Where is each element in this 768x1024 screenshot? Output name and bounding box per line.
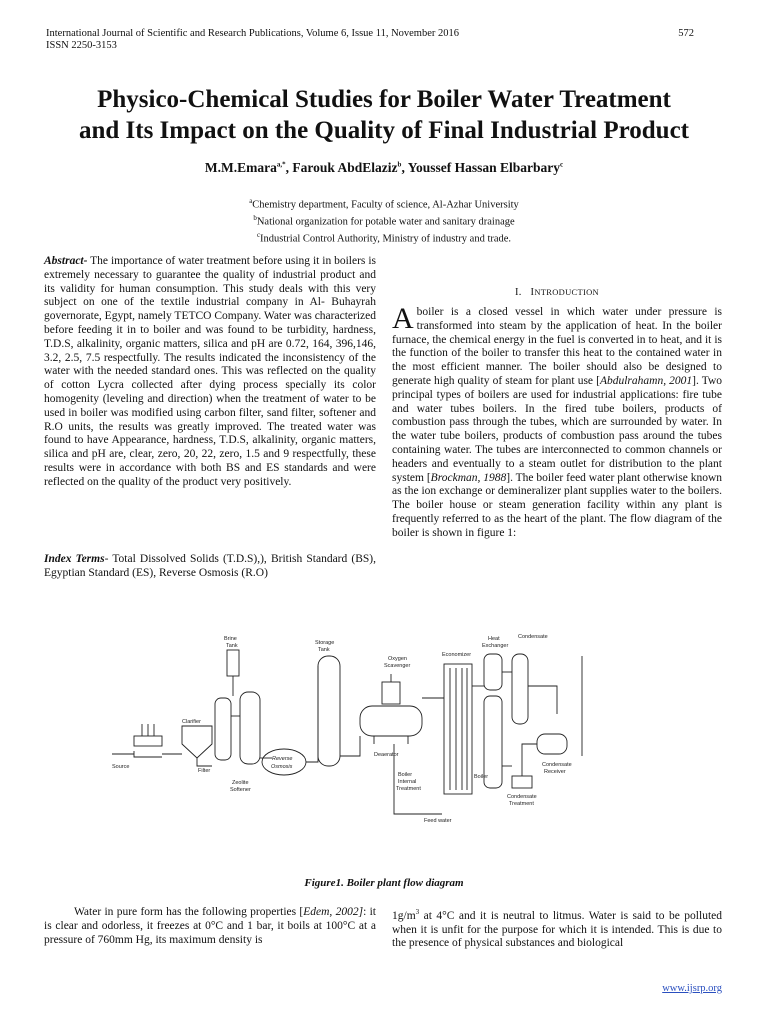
author-3: Youssef Hassan Elbarbary <box>407 160 560 175</box>
author-list: M.M.Emara$^{a,*}$, Farouk AbdElaziz$^b$, Youssef Hassan Elbarbary$^c$ <box>204 160 564 175</box>
label-oxygen: Oxygen <box>388 656 407 662</box>
body-right-text-1: 1g/m <box>392 909 416 922</box>
citation-2: Brockman, 1988 <box>430 471 507 484</box>
affiliation-a <box>0 195 768 212</box>
label-treatment: Treatment <box>396 786 421 792</box>
section-title-first: I <box>530 287 535 298</box>
label-internal: Internal <box>398 779 417 785</box>
label-scavenger: Scavenger <box>384 663 411 669</box>
author-2: Farouk AbdElaziz <box>292 160 398 175</box>
author-2-sup: b <box>397 160 402 169</box>
title-line-2: and Its Impact on the Quality of Final Industrial Product <box>78 117 690 144</box>
drop-cap: A <box>392 302 414 335</box>
body-left-text-1: Water in pure form has the following properties [ <box>74 906 304 918</box>
section-title-rest: NTRODUCTION <box>534 287 599 297</box>
figure-caption: Figure1. Boiler plant flow diagram <box>304 877 464 889</box>
label-reverse: Reverse <box>272 756 293 762</box>
intro-text-1: boiler is a closed vessel in which water under pressure is transformed into steam by the application of heat. In the boiler furnace, the chemical energy in the fuel is converted in to heat, and it is the function of the boiler to transfer this heat to the contained water in the most efficient manner. The boiler should also be designed to generate high quality of steam for plant use [ <box>392 306 722 387</box>
issn: ISSN 2250-3153 <box>46 40 117 51</box>
index-terms-label: Index Terms <box>44 553 105 565</box>
author-1: M.M.Emara <box>204 160 277 175</box>
citation-1: Abdulrahamn, 2001 <box>599 374 693 387</box>
introduction-paragraph <box>392 302 723 541</box>
label-softener: Softener <box>230 787 251 793</box>
journal-citation: International Journal of Scientific and Research Publications, Volume 6, Issue 11, November 2016 <box>46 28 460 39</box>
body-right-sup: 3 <box>415 908 420 916</box>
label-condensate-top: Condensate <box>518 634 548 640</box>
title-line-1: Physico-Chemical Studies for Boiler Water Treatment <box>97 86 671 113</box>
body-right-text-2: at 4°C and it is neutral to litmus. Water is said to be polluted when it is unfit for the purpose for which it is intended. This is due to the presence of physical substances and biological <box>392 909 722 950</box>
section-heading <box>392 287 722 298</box>
label-economizer: Economizer <box>442 652 472 658</box>
label-boiler-internal: Boiler <box>398 772 413 778</box>
running-header <box>46 28 459 52</box>
affiliation-c <box>0 229 768 246</box>
label-brine: Brine <box>224 636 237 642</box>
affiliation-c-sup: c <box>256 231 261 239</box>
label-zeolite: Zeolite <box>232 780 249 786</box>
label-condensate-treatment: Condensate <box>507 794 537 800</box>
body-paragraph-left <box>44 906 376 947</box>
label-boiler: Boiler <box>474 774 489 780</box>
index-terms <box>44 553 376 581</box>
author-3-sup: c <box>559 160 564 169</box>
abstract-text: The importance of water treatment before using it in boilers is extremely necessary to guarantee the quality of industrial product and its validity for human consumption. This study deals with this very subject on one of the textile industrial company in Al- Buhayrah governorate, Egypt, namely TETCO Company. Water was characterized before feeding it in to boiler and was found to be turbidity, hardness, T.D.S, alkalinity, organic matters, silica and pH are 0.72, 164, 396,146, 3.2, 2.5, 7.5 respectfully. The results indicated the inconsistency of the water with the needed standard ones. This was reflected on the quality of cotton Lycra collected after dying process specially its color homogenity (leveling and direction) when the treatment of water to be used in boiler was modified using carbon filter, sand filter, softener and R.O units, the results was greatly improved. The treated water was found to have Appearance, hardness, T.D.S, alkalinity, organic matters, silica and pH are, clear, zero, 20, 22, zero, 1.5 and 9 respectfully, these results were in accordance with both BS and ES standards and were reflected on the quality of the product very positively. <box>44 255 376 488</box>
abstract-label: Abstract- <box>44 255 88 267</box>
index-terms-text: - Total Dissolved Solids (T.D.S),), British Standard (BS), Egyptian Standard (ES), Reverse Osmosis (R.O) <box>44 553 376 579</box>
intro-text-2: ]. Two principal types of boilers are used for industrial applications: fire tube and water tubes boilers. In the fired tube boilers, products of combustion pass through the tubes, which are surrounded by water. In the water tube boilers, products of combustion pass around the tubes containing water. The tubes are interconnected to common channels or headers and eventually to a steam outlet for distribution to the plant system [ <box>392 374 723 484</box>
abstract <box>44 255 376 490</box>
journal-website-link[interactable]: www.ijsrp.org <box>662 983 722 994</box>
page-number: 572 <box>678 28 694 39</box>
intro-text-3: ]. The boiler feed water plant otherwise known as the ion exchange or demineralizer plant supplies water to the boilers. The boiler house or steam generation facility within any plant is frequently referred to as the heart of the plant. The flow diagram of the boiler is shown in figure 1: <box>392 471 723 539</box>
label-brine-tank: Tank <box>226 643 238 649</box>
label-source: Source <box>112 764 130 770</box>
label-condensate-receiver: Condensate <box>542 762 572 768</box>
label-storage-tank: Tank <box>318 647 330 653</box>
boiler-plant-flow-diagram <box>112 626 587 826</box>
citation-edem: Edem, 2002] <box>303 906 364 918</box>
label-feed-water: Feed water <box>424 818 452 824</box>
label-condensate-treatment-2: Treatment <box>509 801 534 807</box>
paper-title <box>30 84 738 146</box>
affiliation-b-text: National organization for potable water and sanitary drainage <box>256 216 515 228</box>
affiliation-b <box>0 212 768 229</box>
body-left-text-2: : it is clear and odorless, it freezes at 0°C and 1 bar, it boils at 100°C at a pressure of 760mm Hg, its maximum density is <box>44 906 376 946</box>
body-paragraph-right <box>392 906 722 951</box>
affiliation-a-text: Chemistry department, Faculty of science, Al-Azhar University <box>252 199 519 211</box>
author-1-sup: a,* <box>276 160 286 169</box>
label-deaerator: Deaerator <box>374 752 399 758</box>
label-osmosis: Osmosis <box>271 764 293 770</box>
affiliation-a-sup: a <box>249 197 253 205</box>
label-exchanger: Exchanger <box>482 643 509 649</box>
label-receiver: Receiver <box>544 769 566 775</box>
label-clarifier: Clarifier <box>182 719 201 725</box>
label-heat: Heat <box>488 636 500 642</box>
section-number: I. <box>515 287 522 298</box>
affiliation-c-text: Industrial Control Authority, Ministry of industry and trade. <box>260 233 512 245</box>
label-storage: Storage <box>315 640 335 646</box>
affiliations <box>0 195 768 246</box>
affiliation-b-sup: b <box>253 214 257 222</box>
label-filter: Filter <box>198 768 211 774</box>
